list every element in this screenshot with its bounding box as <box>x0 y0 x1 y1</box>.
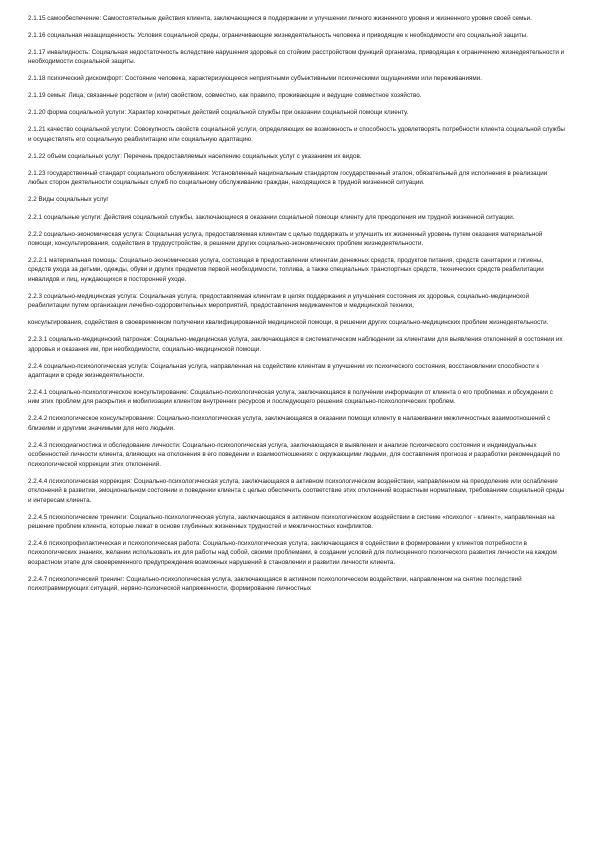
term: социальная незащищенность: <box>47 32 136 39</box>
term: форма социальной услуги: <box>47 109 127 117</box>
definition-text: Социально-психологическая услуга, заключающаяся в получении информации от клиента о его проблемах и обсуждении с ним этих проблем для раскрытия и мобилизации клиентом внутренних ресурсов и последующего решения социально-психологических проблем. <box>28 389 553 406</box>
paragraph-number: 2.2.4.5 <box>28 513 48 521</box>
term: социально-психологическая услуга: <box>43 362 149 370</box>
definition-text: Социальная услуга, направленная на содействие клиентам в улучшении их психического состояния, восстановлении способности к адаптации в среде жизнедеятельности. <box>28 362 540 380</box>
paragraph <box>28 388 565 407</box>
definition-text: Социальная услуга, предоставляемая клиентам в целях поддержания и улучшения состояния их здоровья, социально-медицинской реабилитации путем организации лечебно-оздоровительных мероприятий, предоставления медикаментов и медицинской техники, <box>28 292 530 310</box>
paragraph-number: 2.1.21 <box>28 126 46 134</box>
paragraph-number: 2.1.20 <box>28 109 46 117</box>
definition-text: Социально-экономическая услуга, состоящая в предоставлении клиентам денежных средств, продуктов питания, средств санитарии и гигиены, средств ухода за детьми, одежды, обуви и других предметов первой необходимости, топлива, а также специальных транспортных средств, технических средств реабилитации инвалидов и лиц, нуждающихся в посторонней уходе. <box>28 257 544 283</box>
term: социально-психологическое консультирование: <box>49 389 189 397</box>
definition-text: Социально-психологическая услуга, заключающаяся в выявлении и анализе психического состояния и индивидуальных особенностей личности клиента, влияющих на отклонения в его поведении и взаимоотношениях с окружающими людьми, для составления прогноза и разработки рекомендаций по психологической коррекции этих отклонений. <box>28 441 560 468</box>
paragraph <box>28 362 565 381</box>
paragraph <box>28 513 565 532</box>
paragraph-number: 2.2.4.3 <box>28 441 48 449</box>
paragraph-number: 2.2.4.1 <box>28 389 48 397</box>
paragraph-number: 2.2.3 <box>28 292 43 300</box>
term: материальная помощь: <box>49 257 118 265</box>
term: качество социальной услуги: <box>47 126 133 134</box>
definition-text: Состояние человека, характеризующееся неприятными субъективными психическими ощущениями или переживаниями. <box>124 75 482 83</box>
definition-text: Самостоятельные действия клиента, заключающиеся в поддержании и улучшении личного жизненного уровня и жизненного уровня своей семьи. <box>102 15 532 22</box>
term: психический дискомфорт: <box>47 75 124 83</box>
paragraph-number: 2.1.19 <box>28 92 46 100</box>
paragraph <box>28 256 565 284</box>
term: психологическое консультирование: <box>49 415 155 423</box>
term: психопрофилактическая и психологическая работа: <box>49 539 202 547</box>
paragraph-number: 2.1.23 <box>28 169 46 177</box>
term: социально-медицинская услуга: <box>43 292 138 300</box>
paragraph-number: 2.2.4 <box>28 362 43 370</box>
paragraph <box>28 31 565 40</box>
paragraph-number: 2.2.4.2 <box>28 415 48 423</box>
paragraph <box>28 91 565 100</box>
term: семья: <box>47 92 67 100</box>
paragraph-number: 2.2.1 <box>28 213 43 221</box>
paragraph-number: 2.1.17 <box>28 49 46 56</box>
paragraph <box>28 125 565 144</box>
definition-text: Социальная услуга, предоставляемая клиентам с целью поддержать и улучшить их жизненный уровень путем оказания материальной помощи, консультирования, содействия в трудоустройстве, в решении других социально-экономических проблем жизнедеятельности. <box>28 230 543 248</box>
term: социальные услуги: <box>43 213 102 221</box>
term: инвалидность: <box>47 49 90 56</box>
document-page <box>28 14 565 601</box>
paragraph-number: 2.2.4.4 <box>28 477 48 485</box>
paragraph <box>28 108 565 117</box>
paragraph <box>28 74 565 83</box>
definition-text: Социально-психологическая услуга, заключающаяся в содействии в формировании у клиентов потребности в психологических знаниях, желании использовать их для работы над собой, своими проблемами, в создании условий для полноценного психического развития личности на каждом возрастном этапе для своевременного предупреждения возможных нарушений в становлении и развитии личности клиента. <box>28 539 557 566</box>
definition-text: Социальная недостаточность вследствие нарушения здоровья со стойким расстройством функций организма, приводящая к ограничению жизнедеятельности и необходимости социальной защиты. <box>28 49 565 66</box>
definition-text: Социально-психологическая услуга, заключающаяся в активном психологическом воздействии в системе «психолог - клиент», направленная на решение проблем клиента, которые лежат в основе глубинных жизненных трудностей и межличностных конфликтов. <box>28 513 555 530</box>
paragraph <box>28 152 565 161</box>
paragraph <box>28 414 565 433</box>
definition-text: Установленный национальным стандартом государственный эталон, обязательный для исполнения в реализации любых сторон деятельности социальных служб по социальному обслуживанию граждан, находящихся в трудной жизненной ситуации. <box>28 169 548 187</box>
paragraph <box>28 292 565 311</box>
paragraph <box>28 318 565 327</box>
term: социально-медицинский патронаж: <box>49 336 153 344</box>
paragraph <box>28 575 565 594</box>
paragraph-number: 2.2.3.1 <box>28 336 48 344</box>
definition-text: Действия социальной службы, заключающиеся в оказании социальной помощи клиенту для преодоления им трудной жизненной ситуации. <box>103 213 515 221</box>
term: психологическая коррекция: <box>49 477 132 485</box>
definition-text: Лица, связанные родством и (или) свойством, совместно, как правило, проживающие и ведущие совместное хозяйство. <box>68 92 422 100</box>
paragraph-list <box>28 14 565 594</box>
term: объем социальных услуг: <box>47 152 122 160</box>
paragraph-number: 2.1.15 <box>28 15 46 22</box>
paragraph <box>28 335 565 354</box>
term: государственный стандарт социального обслуживания: <box>47 169 210 177</box>
term: психологический тренинг: <box>49 575 125 583</box>
definition-text: Характер конкретных действий социальной службы при оказании социальной помощи клиенту. <box>127 109 409 117</box>
paragraph <box>28 477 565 505</box>
paragraph <box>28 539 565 567</box>
term: социально-экономическая услуга: <box>43 230 144 238</box>
paragraph <box>28 213 565 222</box>
paragraph <box>28 230 565 249</box>
definition-text: Перечень предоставляемых населению социальных услуг с указанием их видов. <box>123 152 362 160</box>
paragraph-number: 2.1.18 <box>28 75 46 83</box>
paragraph <box>28 14 565 23</box>
paragraph-number: 2.2.2 <box>28 230 43 238</box>
paragraph <box>28 169 565 188</box>
term: психологические тренинги: <box>49 513 128 521</box>
paragraph-number: 2.2.4.6 <box>28 539 48 547</box>
definition-text: Социально-психологическая услуга, заключающаяся в активном психологическом воздействии, направленном на преодоление или ослабление отклонений в развитии, эмоциональном состоянии и поведении клиента с целью обеспечить соответствие этих отклонений возрастным нормативам, требованиям социальной среды и интересам клиента. <box>28 477 565 504</box>
heading-text: 2.2 Виды социальных услуг <box>28 196 109 204</box>
term: психодиагностика и обследование личности: <box>49 441 181 449</box>
definition-text: Социально-психологическая услуга, заключающаяся в оказании помощи клиенту в налаживании межличностных взаимоотношений с близкими и другими значимыми для него людьми. <box>28 415 551 432</box>
definition-text: Условия социальной среды, ограничивающие жизнедеятельность человека и приводящие к необходимости его социальной защиты. <box>137 32 528 39</box>
definition-text: Социально-психологическая услуга, заключающаяся в активном психологическом воздействии, направленном на снятие последствий психотравмирующих ситуаций, нервно-психической напряженности, формирование личностных <box>28 575 522 593</box>
definition-text: Совокупность свойств социальной услуги, определяющих ее возможность и способность удовлетворять потребности клиента социальной службы и осуществлять его социальную реабилитацию или социальную адаптацию. <box>28 126 565 143</box>
paragraph <box>28 441 565 469</box>
paragraph-number: 2.1.22 <box>28 152 46 160</box>
paragraph-number: 2.2.2.1 <box>28 257 48 265</box>
term: самообеспечение: <box>47 15 102 22</box>
definition-text: консультирования, содействия в своевременном получении квалифицированной медицинской помощи, в решении других социально-медицинских проблем жизнедеятельности. <box>28 319 549 327</box>
paragraph-number: 2.1.16 <box>28 32 46 39</box>
section-heading <box>28 195 565 204</box>
paragraph-number: 2.2.4.7 <box>28 575 48 583</box>
paragraph <box>28 48 565 67</box>
definition-text: Социально-медицинская услуга, заключающаяся в систематическом наблюдении за клиентами для выявления отклонений в состоянии их здоровья и оказания им, при необходимости, социально-медицинской помощи. <box>28 336 563 353</box>
